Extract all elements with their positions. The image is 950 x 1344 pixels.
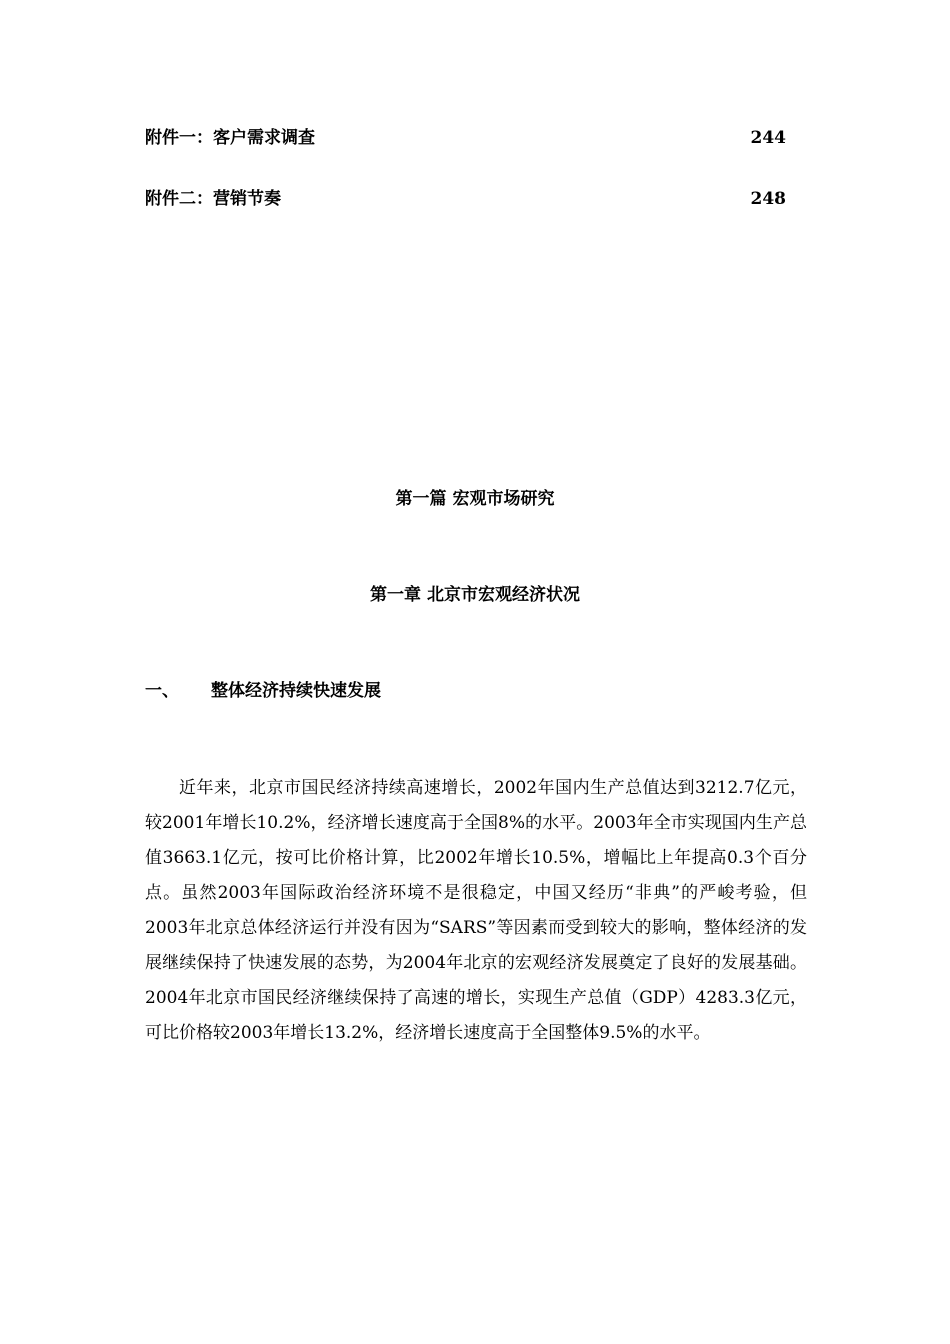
- toc-entry-label: 附件一：客户需求调查: [145, 128, 315, 148]
- toc-entry-appendix-2: [145, 184, 786, 214]
- toc-entry-appendix-1: [145, 123, 786, 153]
- body-paragraph: 近年来，北京市国民经济持续高速增长，2002年国内生产总值达到3212.7亿元，较2001年增长10.2%，经济增长速度高于全国8%的水平。2003年全市实现国内生产总值3663.1亿元，按可比价格计算，比2002年增长10.5%，增幅比上年提高0.3个百分点。虽然2003年国际政治经济环境不是很稳定，中国又经历“非典”的严峻考验，但2003年北京总体经济运行并没有因为“SARS”等因素而受到较大的影响，整体经济的发展继续保持了快速发展的态势，为2004年北京的宏观经济发展奠定了良好的发展基础。2004年北京市国民经济继续保持了高速的增长，实现生产总值（GDP）4283.3亿元，可比价格较2003年增长13.2%，经济增长速度高于全国整体9.5%的水平。: [145, 778, 807, 1043]
- toc-entry-page-number: 244: [750, 128, 786, 148]
- chapter-title: 第一章 北京市宏观经济状况: [370, 585, 580, 605]
- toc-entry-page-number: 248: [750, 189, 786, 209]
- section-title: 整体经济持续快速发展: [211, 681, 381, 701]
- section-number: 一、: [145, 681, 179, 701]
- part-title: 第一篇 宏观市场研究: [395, 489, 555, 509]
- toc-entry-label: 附件二：营销节奏: [145, 189, 281, 209]
